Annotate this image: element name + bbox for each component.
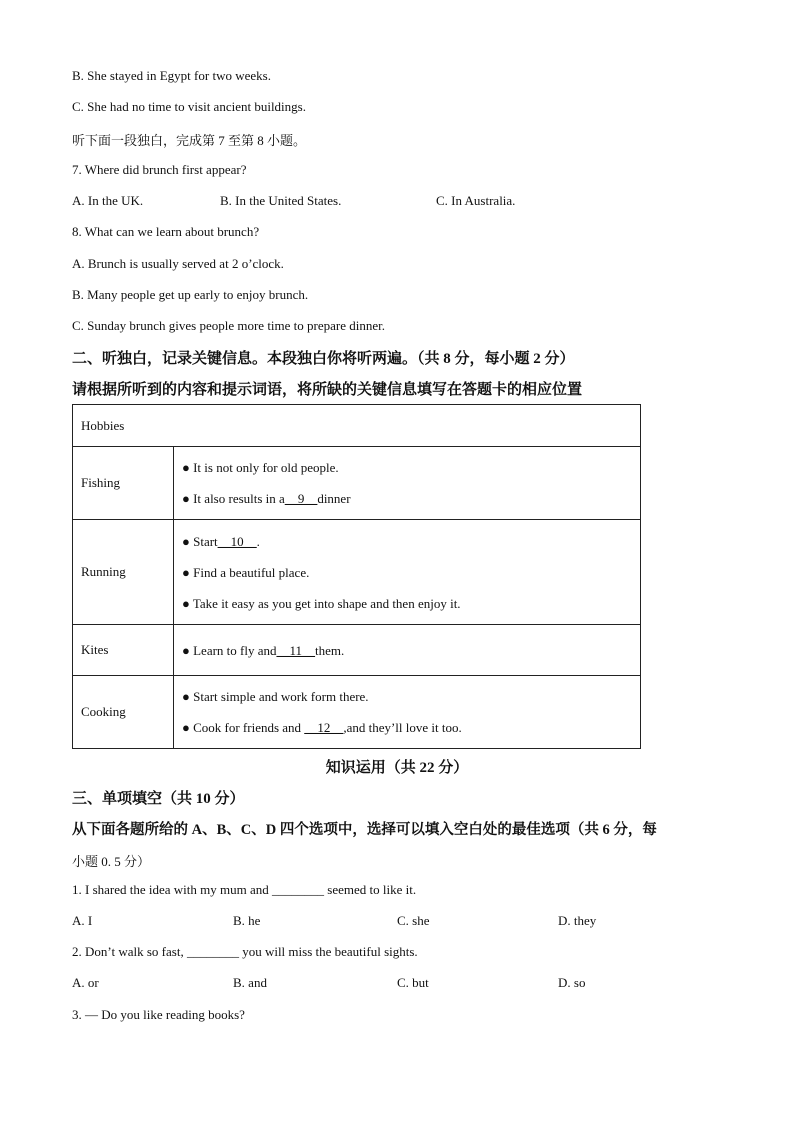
item-text: ● Cook for friends and bbox=[182, 720, 305, 735]
q2-option-b: B. and bbox=[233, 975, 267, 990]
question-8: 8. What can we learn about brunch? bbox=[72, 224, 260, 239]
q2-option-d: D. so bbox=[558, 975, 586, 990]
question-2: 2. Don’t walk so fast, ________ you will miss the beautiful sights. bbox=[72, 944, 418, 959]
row-content-cooking bbox=[174, 676, 641, 749]
table-item bbox=[182, 635, 632, 666]
item-text: ● It also results in a bbox=[182, 491, 285, 506]
part2-heading: 二、听独白，记录关键信息。本段独白你将听两遍。（共 8 分，每小题 2 分） bbox=[72, 351, 575, 367]
table-item: ● Start simple and work form there. bbox=[182, 689, 369, 704]
answer-blank-11[interactable]: __11__ bbox=[276, 642, 316, 658]
item-text-after: them. bbox=[315, 642, 345, 658]
table-item bbox=[182, 483, 632, 514]
q1-option-d: D. they bbox=[558, 913, 597, 928]
q6-option-c: C. She had no time to visit ancient buildings. bbox=[72, 99, 306, 114]
table-item: ● Find a beautiful place. bbox=[182, 564, 310, 580]
row-label-fishing: Fishing bbox=[73, 447, 174, 520]
question-1: 1. I shared the idea with my mum and ________ seemed to like it. bbox=[72, 882, 417, 897]
table-item: ● It is not only for old people. bbox=[182, 460, 339, 475]
row-label-kites: Kites bbox=[73, 625, 174, 676]
row-content-fishing bbox=[174, 447, 641, 520]
hobbies-table bbox=[72, 404, 641, 749]
q8-option-a: A. Brunch is usually served at 2 o’clock. bbox=[72, 256, 284, 271]
q8-option-c: C. Sunday brunch gives people more time to prepare dinner. bbox=[72, 318, 386, 333]
q8-option-b: B. Many people get up early to enjoy brunch. bbox=[72, 287, 309, 302]
q7-option-b: B. In the United States. bbox=[220, 193, 342, 208]
q1-option-b: B. he bbox=[233, 913, 261, 928]
item-text: ● Learn to fly and bbox=[182, 642, 277, 658]
q2-option-a: A. or bbox=[72, 975, 99, 990]
answer-blank-12[interactable]: __12__ bbox=[304, 720, 344, 735]
item-text-after: ,and they’ll love it too. bbox=[343, 720, 462, 735]
table-header-hobbies: Hobbies bbox=[73, 405, 641, 447]
row-content-kites bbox=[174, 625, 641, 676]
table-item: ● Take it easy as you get into shape and then enjoy it. bbox=[182, 595, 461, 611]
table-item bbox=[182, 526, 632, 557]
part3-heading: 三、单项填空（共 10 分） bbox=[72, 791, 245, 807]
q1-option-c: C. she bbox=[397, 913, 430, 928]
row-content-running bbox=[174, 520, 641, 625]
q2-option-c: C. but bbox=[397, 975, 429, 990]
table-item bbox=[182, 712, 632, 743]
row-label-cooking: Cooking bbox=[73, 676, 174, 749]
q7-option-a: A. In the UK. bbox=[72, 193, 144, 208]
item-text-after: . bbox=[256, 533, 260, 549]
question-7: 7. Where did brunch first appear? bbox=[72, 162, 247, 177]
q6-option-b: B. She stayed in Egypt for two weeks. bbox=[72, 68, 271, 83]
part3-instruction-line1: 从下面各题所给的 A、B、C、D 四个选项中，选择可以填入空白处的最佳选项（共 6 分，每 bbox=[72, 822, 657, 838]
q7-option-c: C. In Australia. bbox=[436, 193, 516, 208]
item-text-after: dinner bbox=[317, 491, 351, 506]
answer-blank-9[interactable]: __9__ bbox=[284, 491, 318, 506]
part3-instruction-line2: 小题 0. 5 分） bbox=[72, 854, 151, 869]
row-label-running: Running bbox=[73, 520, 174, 625]
q1-option-a: A. I bbox=[72, 913, 93, 928]
part2-instruction: 请根据所听到的内容和提示词语，将所缺的关键信息填写在答题卡的相应位置 bbox=[72, 382, 583, 398]
answer-blank-10[interactable]: __10__ bbox=[217, 533, 257, 549]
item-text: ● Start bbox=[182, 533, 218, 549]
question-3: 3. — Do you like reading books? bbox=[72, 1007, 245, 1022]
section-title: 知识运用（共 22 分） bbox=[325, 760, 469, 776]
instruction-q7-q8: 听下面一段独白，完成第 7 至第 8 小题。 bbox=[72, 133, 307, 148]
